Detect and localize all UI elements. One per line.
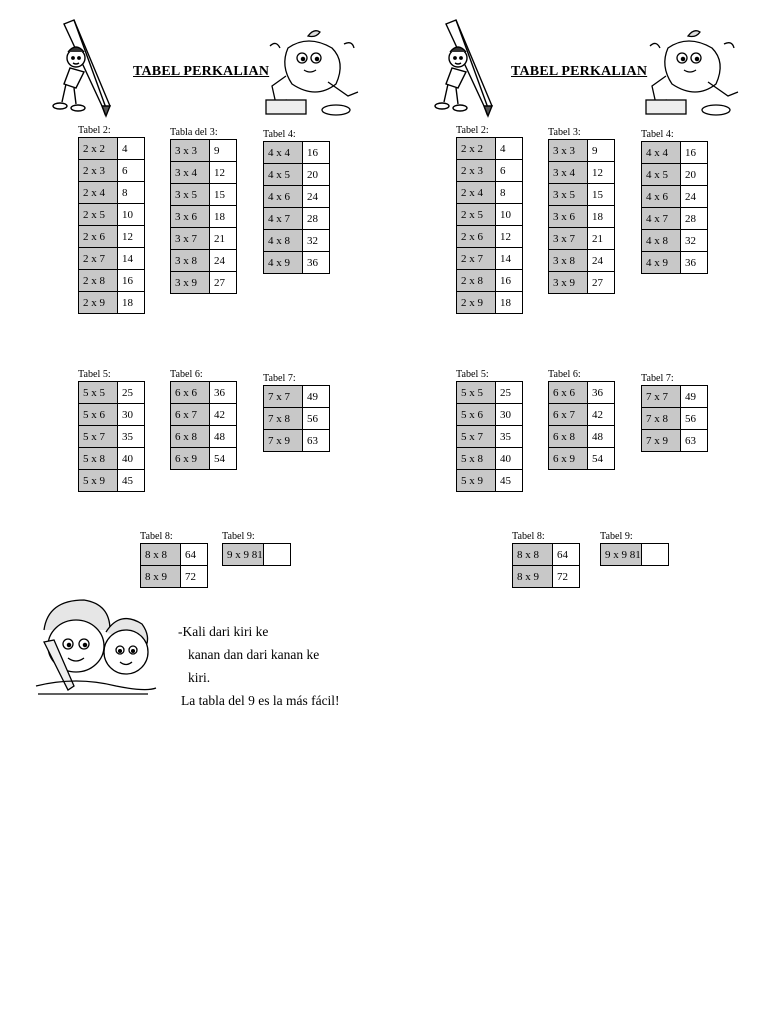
expression-cell: 2 x 7 [79,248,118,270]
result-cell: 42 [588,404,615,426]
result-cell: 4 [496,138,523,160]
table-row [457,382,523,404]
table-row [79,404,145,426]
table-2-block [78,124,145,314]
table-row [549,206,615,228]
result-cell: 12 [210,162,237,184]
result-cell: 20 [681,164,708,186]
table-row [642,386,708,408]
boy-with-pencil-illustration [50,18,114,118]
result-cell: 8 [118,182,145,204]
table-label: Tabel 8: [140,530,173,542]
result-cell: 10 [496,204,523,226]
result-cell: 27 [588,272,615,294]
boy-with-pencil-illustration [432,18,496,118]
result-cell: 10 [118,204,145,226]
table-row [513,544,580,566]
multiplication-table-2 [456,137,523,314]
table-row [171,162,237,184]
result-cell: 14 [496,248,523,270]
result-cell [263,544,290,566]
multiplication-table-8 [512,543,580,588]
result-cell: 54 [210,448,237,470]
table-label: Tabel 6: [548,368,581,380]
expression-cell: 2 x 2 [457,138,496,160]
table-row [457,404,523,426]
expression-cell: 5 x 9 [457,470,496,492]
table-row [264,252,330,274]
expression-cell: 2 x 5 [457,204,496,226]
table-row [79,138,145,160]
table-row [642,252,708,274]
expression-cell: 4 x 7 [642,208,681,230]
table-row [457,138,523,160]
multiplication-table-7 [641,385,708,452]
result-cell: 49 [681,386,708,408]
result-cell: 45 [118,470,145,492]
table-row [264,430,330,452]
expression-cell: 6 x 8 [549,426,588,448]
table-row [457,270,523,292]
table-8-block [140,530,208,588]
table-row [79,292,145,314]
expression-cell: 8 x 8 [141,544,181,566]
multiplication-table-9 [222,543,291,566]
apple-character-illustration [638,26,746,122]
table-row [141,566,208,588]
table-row [264,386,330,408]
note-line: La tabla del 9 es la más fácil! [181,693,340,706]
expression-cell: 5 x 8 [79,448,118,470]
result-cell: 40 [118,448,145,470]
table-label: Tabel 5: [78,368,111,380]
table-9-block [600,530,669,566]
result-cell: 35 [496,426,523,448]
table-6-block [548,368,615,470]
expression-cell: 7 x 7 [642,386,681,408]
multiplication-table-8 [140,543,208,588]
result-cell: 42 [210,404,237,426]
expression-cell: 4 x 7 [264,208,303,230]
result-cell: 36 [210,382,237,404]
result-cell: 32 [681,230,708,252]
table-row [457,448,523,470]
expression-cell: 4 x 6 [642,186,681,208]
table-row [264,208,330,230]
expression-cell: 8 x 9 [141,566,181,588]
expression-cell: 3 x 9 [549,272,588,294]
table-row [642,230,708,252]
expression-cell: 3 x 3 [549,140,588,162]
expression-cell: 2 x 6 [457,226,496,248]
result-cell: 16 [496,270,523,292]
table-row [457,426,523,448]
result-cell: 12 [496,226,523,248]
result-cell: 18 [210,206,237,228]
table-row [171,250,237,272]
multiplication-table-6 [548,381,615,470]
worksheet-left [0,0,384,720]
expression-cell: 7 x 7 [264,386,303,408]
result-cell: 9 [210,140,237,162]
result-cell: 15 [210,184,237,206]
result-cell: 48 [210,426,237,448]
expression-cell: 3 x 9 [171,272,210,294]
result-cell: 28 [681,208,708,230]
result-cell: 15 [588,184,615,206]
page-title: TABEL PERKALIAN [511,64,648,79]
result-cell: 20 [303,164,330,186]
result-cell: 12 [588,162,615,184]
table-4-block [263,128,330,274]
result-cell: 54 [588,448,615,470]
result-cell: 36 [303,252,330,274]
result-cell: 18 [118,292,145,314]
table-row [513,566,580,588]
result-cell: 36 [681,252,708,274]
table-4-block [641,128,708,274]
expression-cell: 7 x 9 [642,430,681,452]
expression-cell: 3 x 3 [171,140,210,162]
table-row [79,226,145,248]
result-cell: 4 [118,138,145,160]
table-row [171,272,237,294]
table-row [549,250,615,272]
table-row [549,162,615,184]
table-row [642,208,708,230]
multiplication-table-6 [170,381,237,470]
table-row [549,184,615,206]
table-row [171,228,237,250]
expression-cell: 3 x 7 [171,228,210,250]
table-row [549,448,615,470]
table-row [457,292,523,314]
expression-cell: 9 x 9 81 [601,544,642,566]
result-cell: 63 [303,430,330,452]
table-label: Tabel 9: [600,530,633,542]
multiplication-table-3 [170,139,237,294]
result-cell: 24 [588,250,615,272]
expression-cell: 4 x 4 [642,142,681,164]
table-row [549,426,615,448]
table-2-block [456,124,523,314]
expression-cell: 2 x 3 [79,160,118,182]
expression-cell: 5 x 8 [457,448,496,470]
result-cell: 6 [496,160,523,182]
expression-cell: 2 x 8 [457,270,496,292]
expression-cell: 6 x 7 [171,404,210,426]
result-cell: 56 [303,408,330,430]
result-cell: 63 [681,430,708,452]
table-row [549,404,615,426]
expression-cell: 5 x 9 [79,470,118,492]
worksheet-right [380,0,764,720]
table-label: Tabel 7: [263,372,296,384]
expression-cell: 4 x 4 [264,142,303,164]
expression-cell: 2 x 9 [79,292,118,314]
result-cell: 6 [118,160,145,182]
result-cell: 12 [118,226,145,248]
table-label: Tabel 3: [548,126,581,138]
expression-cell: 3 x 5 [549,184,588,206]
table-row [79,470,145,492]
table-row [223,544,291,566]
table-row [171,448,237,470]
table-row [642,142,708,164]
result-cell: 56 [681,408,708,430]
expression-cell: 7 x 8 [642,408,681,430]
table-row [264,164,330,186]
result-cell: 25 [496,382,523,404]
table-row [79,448,145,470]
table-row [642,408,708,430]
table-row [264,142,330,164]
table-row [457,248,523,270]
page-title: TABEL PERKALIAN [133,64,270,79]
table-row [642,430,708,452]
expression-cell: 9 x 9 81 [223,544,264,566]
table-8-block [512,530,580,588]
table-7-block [263,372,330,452]
note-line: -Kali dari kiri ke [178,624,269,639]
table-row [549,272,615,294]
result-cell: 64 [553,544,580,566]
table-row [457,470,523,492]
table-row [171,184,237,206]
table-label: Tabel 2: [456,124,489,136]
expression-cell: 6 x 7 [549,404,588,426]
expression-cell: 6 x 6 [549,382,588,404]
table-label: Tabel 7: [641,372,674,384]
result-cell: 24 [681,186,708,208]
multiplication-table-9 [600,543,669,566]
apple-character-illustration [258,26,366,122]
result-cell: 27 [210,272,237,294]
table-label: Tabel 5: [456,368,489,380]
result-cell: 14 [118,248,145,270]
expression-cell: 2 x 6 [79,226,118,248]
result-cell: 24 [303,186,330,208]
result-cell: 8 [496,182,523,204]
table-row [171,404,237,426]
multiplication-table-4 [263,141,330,274]
expression-cell: 7 x 8 [264,408,303,430]
table-row [549,382,615,404]
result-cell: 21 [210,228,237,250]
expression-cell: 6 x 9 [171,448,210,470]
result-cell: 28 [303,208,330,230]
kids-writing-illustration [30,594,160,704]
result-cell: 72 [553,566,580,588]
result-cell: 18 [496,292,523,314]
table-row [264,408,330,430]
expression-cell: 5 x 5 [457,382,496,404]
table-row [549,140,615,162]
expression-cell: 3 x 8 [171,250,210,272]
table-row [549,228,615,250]
table-row [79,426,145,448]
table-label: Tabel 2: [78,124,111,136]
table-row [171,206,237,228]
result-cell: 18 [588,206,615,228]
table-row [457,160,523,182]
table-5-block [456,368,523,492]
expression-cell: 8 x 8 [513,544,553,566]
expression-cell: 4 x 9 [264,252,303,274]
result-cell: 25 [118,382,145,404]
table-row [642,164,708,186]
instruction-note [178,620,340,706]
result-cell: 16 [303,142,330,164]
expression-cell: 5 x 7 [457,426,496,448]
expression-cell: 3 x 6 [549,206,588,228]
table-row [457,204,523,226]
expression-cell: 3 x 4 [171,162,210,184]
table-row [642,186,708,208]
table-label: Tabel 4: [641,128,674,140]
expression-cell: 6 x 8 [171,426,210,448]
table-6-block [170,368,237,470]
result-cell: 30 [496,404,523,426]
table-5-block [78,368,145,492]
expression-cell: 3 x 6 [171,206,210,228]
expression-cell: 4 x 6 [264,186,303,208]
result-cell: 24 [210,250,237,272]
table-3-block [170,126,237,294]
table-row [79,270,145,292]
expression-cell: 2 x 8 [79,270,118,292]
table-3-block [548,126,615,294]
result-cell: 48 [588,426,615,448]
table-row [457,182,523,204]
result-cell [641,544,668,566]
table-7-block [641,372,708,452]
table-row [264,230,330,252]
expression-cell: 2 x 4 [457,182,496,204]
table-row [171,382,237,404]
multiplication-table-2 [78,137,145,314]
expression-cell: 5 x 6 [457,404,496,426]
result-cell: 35 [118,426,145,448]
result-cell: 9 [588,140,615,162]
result-cell: 30 [118,404,145,426]
multiplication-table-5 [78,381,145,492]
result-cell: 49 [303,386,330,408]
table-label: Tabla del 3: [170,126,218,138]
expression-cell: 2 x 3 [457,160,496,182]
expression-cell: 3 x 4 [549,162,588,184]
result-cell: 40 [496,448,523,470]
multiplication-table-3 [548,139,615,294]
table-row [141,544,208,566]
expression-cell: 3 x 5 [171,184,210,206]
table-label: Tabel 9: [222,530,255,542]
expression-cell: 7 x 9 [264,430,303,452]
expression-cell: 6 x 9 [549,448,588,470]
expression-cell: 2 x 2 [79,138,118,160]
result-cell: 16 [681,142,708,164]
table-row [79,382,145,404]
table-label: Tabel 4: [263,128,296,140]
table-row [171,140,237,162]
expression-cell: 5 x 6 [79,404,118,426]
multiplication-table-5 [456,381,523,492]
result-cell: 16 [118,270,145,292]
multiplication-table-4 [641,141,708,274]
expression-cell: 3 x 7 [549,228,588,250]
expression-cell: 4 x 8 [642,230,681,252]
expression-cell: 5 x 5 [79,382,118,404]
expression-cell: 2 x 7 [457,248,496,270]
table-row [171,426,237,448]
table-row [601,544,669,566]
expression-cell: 3 x 8 [549,250,588,272]
table-row [264,186,330,208]
result-cell: 72 [181,566,208,588]
result-cell: 21 [588,228,615,250]
table-row [79,182,145,204]
result-cell: 32 [303,230,330,252]
expression-cell: 2 x 4 [79,182,118,204]
note-line: kiri. [188,670,211,685]
worksheet-left-content [0,0,384,706]
note-line: kanan dan dari kanan ke [188,647,320,662]
expression-cell: 4 x 9 [642,252,681,274]
result-cell: 36 [588,382,615,404]
result-cell: 45 [496,470,523,492]
table-row [457,226,523,248]
multiplication-table-7 [263,385,330,452]
table-row [79,204,145,226]
table-label: Tabel 8: [512,530,545,542]
table-row [79,248,145,270]
table-row [79,160,145,182]
result-cell: 64 [181,544,208,566]
expression-cell: 4 x 8 [264,230,303,252]
table-9-block [222,530,291,566]
expression-cell: 2 x 5 [79,204,118,226]
expression-cell: 4 x 5 [642,164,681,186]
table-label: Tabel 6: [170,368,203,380]
expression-cell: 8 x 9 [513,566,553,588]
expression-cell: 4 x 5 [264,164,303,186]
expression-cell: 5 x 7 [79,426,118,448]
expression-cell: 6 x 6 [171,382,210,404]
expression-cell: 2 x 9 [457,292,496,314]
